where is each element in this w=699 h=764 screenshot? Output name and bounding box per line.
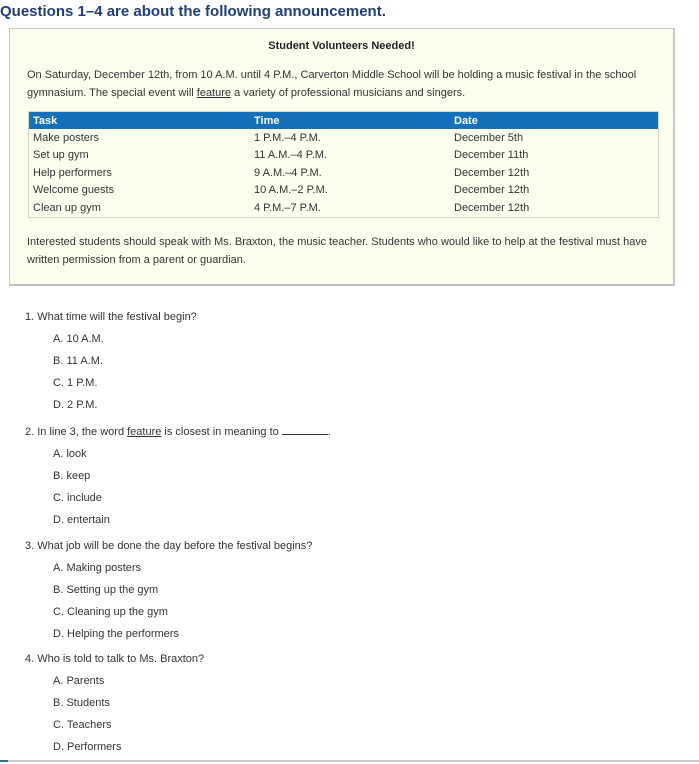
- stem-text-end: is closest in meaning to: [161, 426, 279, 438]
- answer-option-b[interactable]: B. Setting up the gym: [53, 583, 159, 596]
- fill-in-blank: [282, 425, 328, 435]
- question-stem: [25, 425, 331, 443]
- section-heading: Questions 1–4 are about the following announcement.: [0, 3, 386, 20]
- date-cell: December 12th: [454, 184, 530, 197]
- answer-option-d[interactable]: D. Helping the performers: [53, 627, 179, 640]
- answer-option-c[interactable]: C. 1 P.M.: [53, 376, 98, 389]
- time-cell: 10 A.M.–2 P.M.: [254, 184, 328, 197]
- intro-text: On Saturday, December 12th, from 10 A.M. until 4 P.M., Carverton Middle School will be holding a music festival in the school gymnasium. The special event will: [27, 69, 637, 99]
- answer-option-b[interactable]: B. keep: [53, 469, 91, 482]
- answer-options: [25, 447, 331, 535]
- stem-period: .: [327, 426, 331, 438]
- table-row: [29, 199, 659, 217]
- time-cell: 4 P.M.–7 P.M.: [254, 201, 321, 214]
- answer-option-d[interactable]: D. entertain: [53, 513, 110, 526]
- question-1: [25, 310, 197, 420]
- date-cell: December 12th: [454, 201, 530, 214]
- question-4: [25, 652, 204, 762]
- stem-text: 2. In line 3, the word: [25, 426, 128, 438]
- time-cell: 9 A.M.–4 P.M.: [254, 166, 322, 179]
- answer-option-c[interactable]: C. include: [53, 491, 102, 504]
- question-stem: 4. Who is told to talk to Ms. Braxton?: [25, 653, 205, 665]
- answer-options: [25, 332, 197, 420]
- answer-option-b[interactable]: B. Students: [53, 696, 110, 709]
- bottom-divider: [0, 760, 699, 762]
- volunteer-task-table: [28, 111, 659, 218]
- answer-options: [25, 674, 204, 762]
- table-row: [29, 164, 659, 182]
- column-header-time: Time: [250, 112, 450, 130]
- answer-option-a[interactable]: A. 10 A.M.: [53, 333, 104, 345]
- table-row: [29, 147, 659, 165]
- announcement-title: Student Volunteers Needed!: [268, 40, 415, 52]
- time-cell: 1 P.M.–4 P.M.: [254, 131, 321, 144]
- question-stem: 3. What job will be done the day before the festival begins?: [25, 540, 313, 552]
- answer-options: [25, 561, 312, 649]
- answer-option-d[interactable]: D. 2 P.M.: [53, 398, 98, 411]
- answer-option-c[interactable]: C. Teachers: [53, 718, 112, 731]
- table-row: [29, 129, 659, 147]
- answer-option-c[interactable]: C. Cleaning up the gym: [53, 605, 168, 618]
- answer-option-a[interactable]: A. Parents: [53, 675, 105, 687]
- answer-option-b[interactable]: B. 11 A.M.: [53, 354, 103, 367]
- answer-option-d[interactable]: D. Performers: [53, 740, 122, 753]
- underlined-word-feature: feature: [196, 87, 232, 99]
- table-header-row: [29, 112, 659, 130]
- date-cell: December 11th: [454, 149, 529, 162]
- announcement-passage: [9, 28, 675, 286]
- table-row: [29, 182, 659, 200]
- announcement-intro: [27, 66, 659, 102]
- column-header-date: Date: [450, 112, 659, 130]
- task-cell: Welcome guests: [33, 184, 115, 197]
- task-cell: Make posters: [33, 131, 100, 144]
- question-3: [25, 539, 312, 649]
- column-header-task: Task: [29, 112, 251, 130]
- task-cell: Help performers: [33, 166, 112, 179]
- intro-text-end: a variety of professional musicians and singers.: [231, 87, 466, 99]
- answer-option-a[interactable]: A. look: [53, 448, 87, 460]
- bottom-divider-accent: [0, 760, 8, 762]
- task-cell: Set up gym: [33, 149, 89, 162]
- answer-option-a[interactable]: A. Making posters: [53, 562, 142, 574]
- task-cell: Clean up gym: [33, 201, 101, 214]
- announcement-closing: Interested students should speak with Ms. Braxton, the music teacher. Students who would like to help at the festival must have written permission from a parent or guardian.: [27, 236, 648, 266]
- underlined-word-feature: feature: [127, 426, 162, 438]
- question-2: [25, 425, 331, 535]
- date-cell: December 12th: [454, 166, 530, 179]
- date-cell: December 5th: [454, 131, 524, 144]
- time-cell: 11 A.M.–4 P.M.: [254, 149, 327, 162]
- question-stem: 1. What time will the festival begin?: [25, 311, 197, 323]
